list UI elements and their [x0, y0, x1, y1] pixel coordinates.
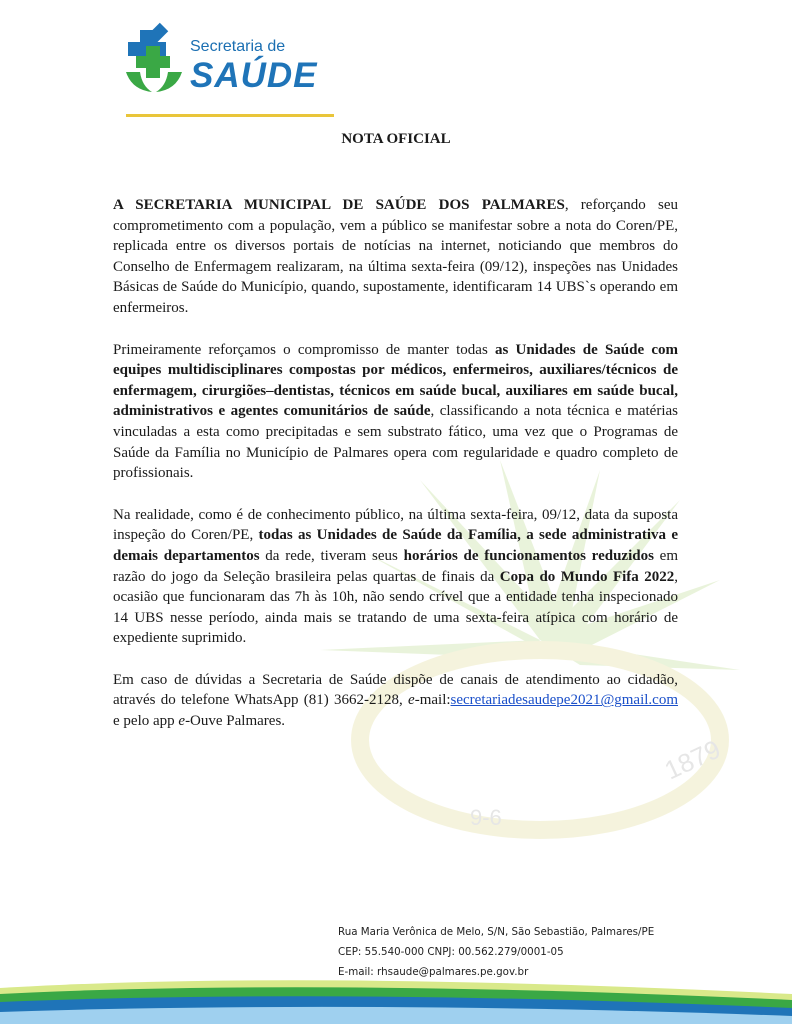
logo-title: SAÚDE — [190, 56, 318, 95]
paragraph-3-bold-3: Copa do Mundo Fifa 2022 — [499, 568, 675, 585]
logo-subtitle: Secretaria de — [190, 38, 286, 55]
paragraph-3-text-3: em razão do jogo da Seleção brasileira pelas quartas de finais da — [113, 547, 678, 585]
paragraph-3-text-2: da rede, tiveram seus — [259, 547, 404, 564]
paragraph-2-text-1: Primeiramente reforçamos o compromisso de manter todas — [113, 341, 495, 358]
paragraph-1-bold: A SECRETARIA MUNICIPAL DE SAÚDE DOS PALMARES — [113, 197, 565, 213]
logo-underline — [126, 114, 334, 117]
paragraph-3-bold-2: horários de funcionamentos reduzidos — [403, 547, 654, 564]
footer-email: E-mail: rhsaude@palmares.pe.gov.br — [338, 966, 529, 978]
paragraph-3-text-1: Na realidade, como é de conhecimento público, na última sexta-feira, 09/12, data da suposta inspeção do Coren/PE, — [113, 506, 678, 544]
footer-cep-cnpj: CEP: 55.540-000 CNPJ: 00.562.279/0001-05 — [338, 946, 564, 958]
paragraph-1-text: , reforçando seu comprometimento com a população, vem a público se manifestar sobre a nota do Coren/PE, replicada entre os diversos portais de notícias na internet, noticiando que membros do Conselho de Enfermagem realizaram, na última sexta-feira (09/12), inspeções nas Unidades Básicas de Saúde do Município, quando, supostamente, identificaram 14 UBS`s operando em enfermeiros. — [113, 197, 678, 316]
paragraph-1 — [113, 195, 678, 319]
paragraph-4-text-3: e pelo app — [113, 713, 179, 730]
paragraph-3-bold-1: todas as Unidades de Saúde da Família, a sede administrativa e demais departamentos — [113, 527, 678, 564]
document-body — [113, 195, 678, 753]
paragraph-3-text-4: , ocasião que funcionaram das 7h às 10h, não sendo crível que a entidade tenha inspecionado 14 UBS nesse período, ainda mais se tratando de uma sexta-feira atípica com horário de expediente suprimido. — [113, 568, 678, 647]
document-title: NOTA OFICIAL — [341, 131, 451, 147]
paragraph-4-italic-2: e — [178, 713, 186, 730]
health-cross-hands-icon — [122, 20, 186, 98]
watermark-year: 1879 — [659, 733, 725, 786]
paragraph-3 — [113, 505, 678, 649]
paragraph-4-text-2: -mail: — [414, 692, 451, 709]
paragraph-2 — [113, 340, 678, 484]
paragraph-4-text-4: -Ouve Palmares. — [185, 713, 286, 730]
paragraph-4-italic-1: e — [408, 692, 415, 709]
paragraph-4-text-1: Em caso de dúvidas a Secretaria de Saúde dispõe de canais de atendimento ao cidadão, através do telefone WhatsApp (81) 3662-2128, — [113, 671, 678, 709]
watermark-date: 9-6 — [470, 805, 502, 830]
secretaria-saude-logo — [122, 20, 337, 100]
footer-wave-decoration — [0, 960, 792, 1024]
paragraph-4 — [113, 670, 678, 732]
footer-address: Rua Maria Verônica de Melo, S/N, São Sebastião, Palmares/PE — [338, 926, 655, 938]
email-link[interactable]: secretariadesaudepe2021@gmail.com — [450, 692, 678, 709]
paragraph-2-bold-1: as Unidades de Saúde com equipes multidisciplinares compostas por médicos, enfermeiros, auxiliares/técnicos de enfermagem, cirurgiões–dentistas, técnicos em saúde bucal, auxiliares em saúde bucal, administrativos e agentes comunitários de saúde — [113, 341, 678, 420]
paragraph-2-text-2: , classificando a nota técnica e matérias vinculadas a esta como precipitadas e sem substrato fático, uma vez que o Programas de Saúde da Família no Município de Palmares opera com regularidade e quadro completo de profissionais. — [113, 403, 679, 482]
